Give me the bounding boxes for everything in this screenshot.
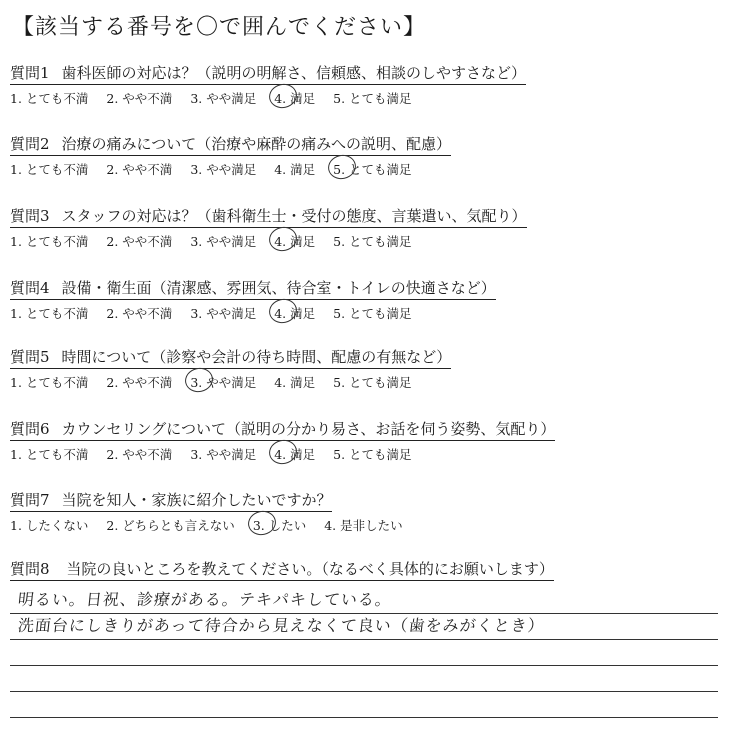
question-text: 時間について（診察や会計の待ち時間、配慮の有無など） (61, 348, 452, 366)
page-title: 【該当する番号を〇で囲んでください】 (12, 15, 427, 40)
answer-options (10, 304, 730, 322)
question-number: 質問3 (10, 207, 50, 225)
option[interactable]: 5. とても満足 (333, 306, 412, 321)
option[interactable]: 3. やや満足 (190, 234, 257, 249)
question-text: 治療の痛みについて（治療や麻酔の痛みへの説明、配慮） (61, 135, 451, 153)
answer-area (10, 588, 718, 718)
question-3 (10, 205, 730, 250)
option-selected[interactable]: 4. 満足 (274, 234, 316, 249)
answer-options (10, 160, 730, 178)
question-text: 設備・衛生面（清潔感、雰囲気、待合室・トイレの快適さなど） (61, 279, 496, 297)
question-number: 質問7 (10, 491, 50, 509)
option-selected[interactable]: 5. とても満足 (333, 162, 412, 177)
option-selected[interactable]: 4. 満足 (274, 447, 316, 462)
question-number: 質問1 (10, 64, 50, 82)
question-7-heading (10, 489, 332, 512)
option[interactable]: 1. とても不満 (10, 234, 89, 249)
answer-options (10, 89, 730, 107)
answer-options (10, 232, 730, 250)
option[interactable]: 4. 満足 (274, 162, 316, 177)
option[interactable]: 4. 満足 (274, 375, 316, 390)
question-2-heading (10, 133, 451, 156)
handwritten-answer: 洗面台にしきりがあって待合から見えなくて良い（歯をみがくとき） (16, 616, 546, 635)
option[interactable]: 3. やや満足 (190, 447, 257, 462)
option[interactable]: 2. やや不満 (106, 447, 173, 462)
answer-line (10, 666, 718, 692)
option[interactable]: 3. やや満足 (190, 91, 257, 106)
option[interactable]: 1. したくない (10, 518, 89, 533)
option[interactable]: 2. やや不満 (106, 162, 173, 177)
question-8-heading (10, 558, 554, 581)
question-text: 当院を知人・家族に紹介したいですか？ (61, 491, 332, 509)
question-number: 質問2 (10, 135, 50, 153)
answer-options (10, 516, 730, 534)
question-4-heading (10, 277, 496, 300)
option-selected[interactable]: 4. 満足 (274, 306, 316, 321)
question-7 (10, 489, 730, 534)
option[interactable]: 5. とても満足 (333, 234, 412, 249)
handwritten-answer: 明るい。日祝、診療がある。テキパキしている。 (16, 590, 393, 609)
question-6 (10, 418, 730, 463)
option[interactable]: 1. とても不満 (10, 375, 89, 390)
question-6-heading (10, 418, 555, 441)
answer-options (10, 445, 730, 463)
option[interactable]: 1. とても不満 (10, 306, 89, 321)
question-3-heading (10, 205, 527, 228)
answer-line (10, 692, 718, 718)
question-text: スタッフの対応は？（歯科衛生士・受付の態度、言葉遣い、気配り） (61, 207, 527, 225)
option[interactable]: 2. やや不満 (106, 234, 173, 249)
option[interactable]: 1. とても不満 (10, 162, 89, 177)
option[interactable]: 3. やや満足 (190, 162, 257, 177)
option-selected[interactable]: 4. 満足 (274, 91, 316, 106)
question-number: 質問6 (10, 420, 50, 438)
question-number: 質問8 (10, 560, 50, 578)
answer-line (10, 614, 718, 640)
question-1 (10, 62, 730, 107)
question-number: 質問5 (10, 348, 50, 366)
answer-line (10, 640, 718, 666)
option[interactable]: 5. とても満足 (333, 375, 412, 390)
question-1-heading (10, 62, 526, 85)
option[interactable]: 2. やや不満 (106, 306, 173, 321)
answer-options (10, 373, 730, 391)
option-selected[interactable]: 3. したい (252, 518, 307, 533)
option[interactable]: 3. やや満足 (190, 306, 257, 321)
question-5-heading (10, 346, 451, 369)
question-text: カウンセリングについて（説明の分かり易さ、お話を伺う姿勢、気配り） (61, 420, 556, 438)
option[interactable]: 2. やや不満 (106, 375, 173, 390)
option[interactable]: 5. とても満足 (333, 91, 412, 106)
option[interactable]: 5. とても満足 (333, 447, 412, 462)
option[interactable]: 4. 是非したい (324, 518, 403, 533)
question-number: 質問4 (10, 279, 50, 297)
question-5 (10, 346, 730, 391)
question-4 (10, 277, 730, 322)
option[interactable]: 1. とても不満 (10, 447, 89, 462)
answer-line (10, 588, 718, 614)
option-selected[interactable]: 3. やや満足 (190, 375, 257, 390)
question-text: 当院の良いところを教えてください。（なるべく具体的にお願いします） (66, 560, 554, 578)
question-text: 歯科医師の対応は？（説明の明解さ、信頼感、相談のしやすさなど） (61, 64, 526, 82)
question-2 (10, 133, 730, 178)
option[interactable]: 1. とても不満 (10, 91, 89, 106)
option[interactable]: 2. やや不満 (106, 91, 173, 106)
question-8 (10, 558, 730, 581)
option[interactable]: 2. どちらとも言えない (106, 518, 235, 533)
